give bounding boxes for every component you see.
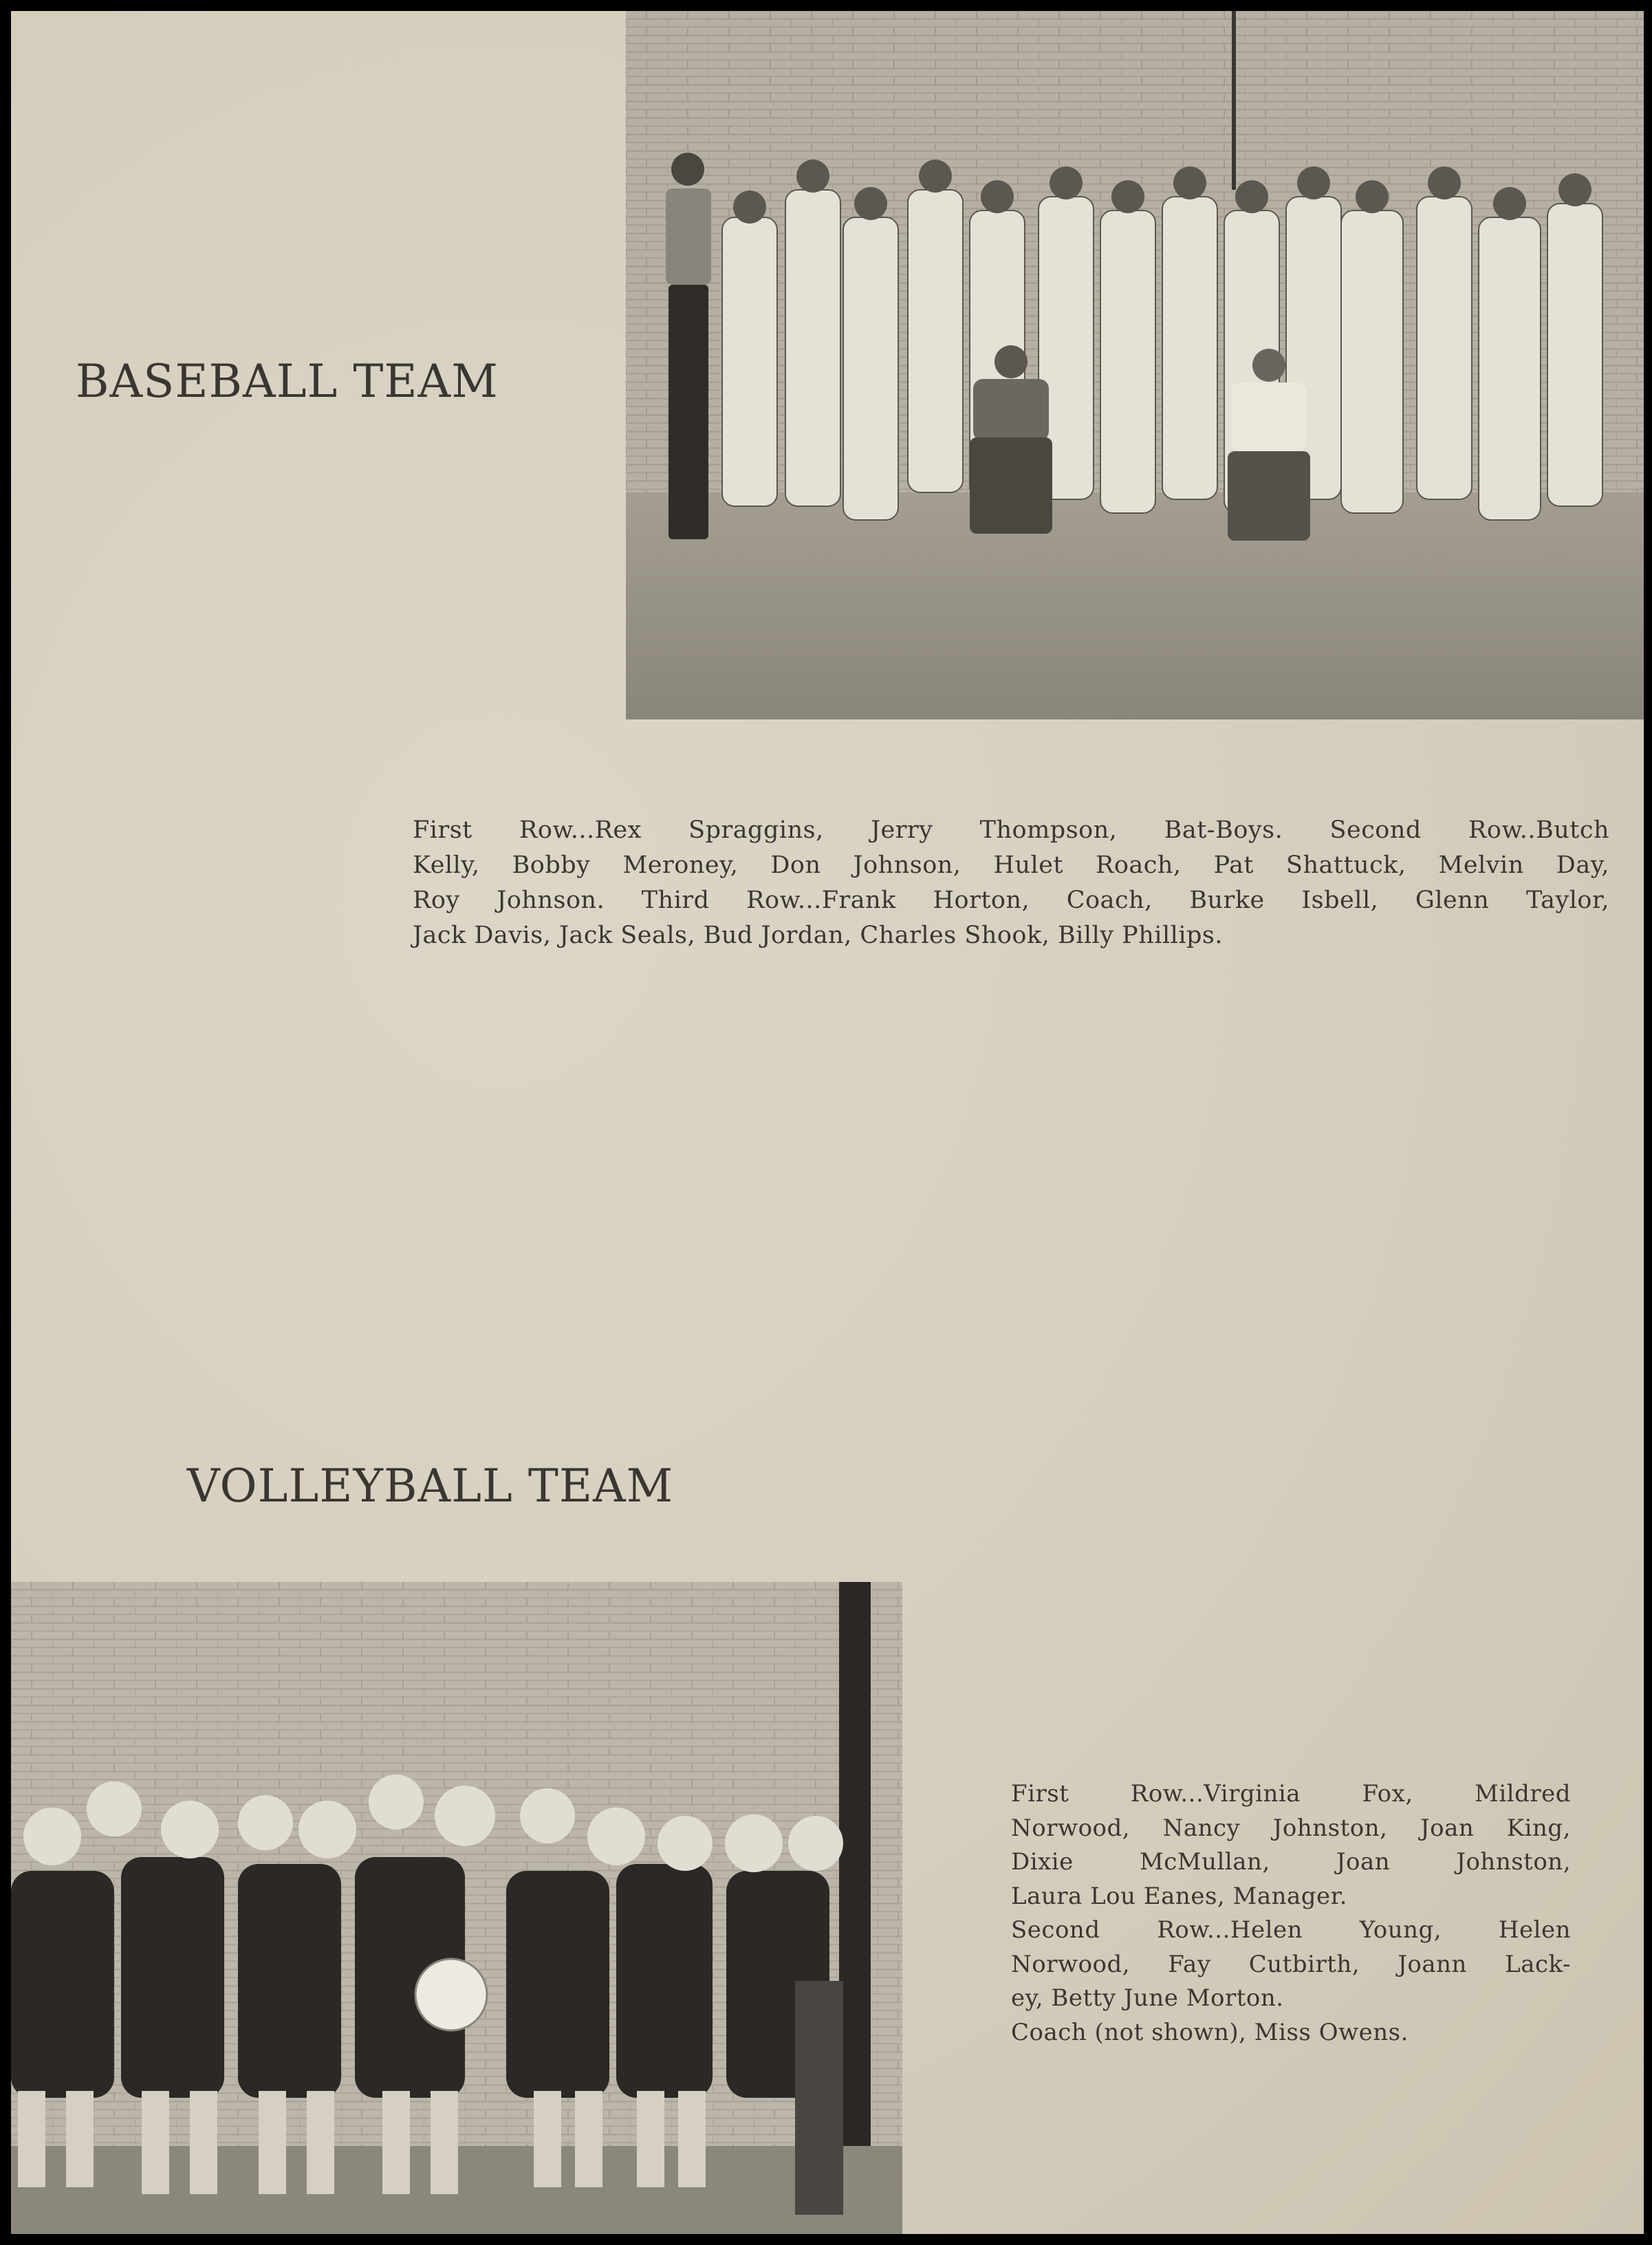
caption-line: Roy Johnson. Third Row...Frank Horton, Coach, Burke Isbell, Glenn Taylor, <box>413 887 1609 914</box>
baseball-team-caption <box>413 813 1609 953</box>
caption-line: Dixie McMullan, Joan Johnston, <box>1011 1848 1571 1876</box>
caption-line: Norwood, Fay Cutbirth, Joann Lack- <box>1011 1950 1571 1978</box>
caption-line: Kelly, Bobby Meroney, Don Johnson, Hulet Roach, Pat Shattuck, Melvin Day, <box>413 852 1609 879</box>
caption-line: First Row...Rex Spraggins, Jerry Thompson, Bat-Boys. Second Row..Butch <box>413 816 1609 844</box>
volleyball-team-photo <box>11 1582 902 2234</box>
caption-line: Norwood, Nancy Johnston, Joan King, <box>1011 1814 1571 1842</box>
caption-line: ey, Betty June Morton. <box>1011 1984 1284 2012</box>
baseball-team-photo <box>626 11 1644 719</box>
caption-line: Laura Lou Eanes, Manager. <box>1011 1882 1347 1910</box>
caption-line: Jack Davis, Jack Seals, Bud Jordan, Charles Shook, Billy Phillips. <box>413 922 1224 949</box>
caption-line: Coach (not shown), Miss Owens. <box>1011 2018 1409 2046</box>
baseball-team-heading: BASEBALL TEAM <box>76 355 499 408</box>
caption-line: First Row...Virginia Fox, Mildred <box>1011 1780 1571 1808</box>
volleyball-team-heading: VOLLEYBALL TEAM <box>187 1460 674 1512</box>
volleyball-team-caption <box>1011 1777 1571 2050</box>
yearbook-page <box>11 11 1644 2234</box>
caption-line: Second Row...Helen Young, Helen <box>1011 1916 1571 1944</box>
